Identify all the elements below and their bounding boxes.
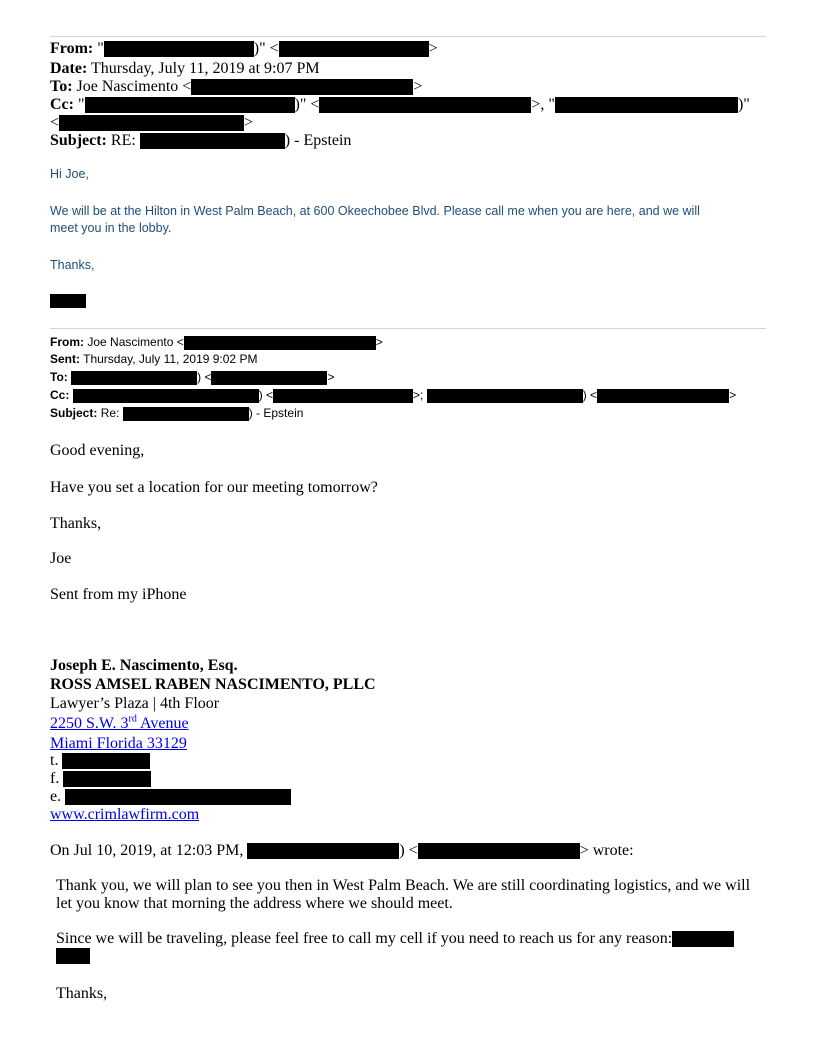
to-value: Joe Nascimento < bbox=[76, 78, 192, 95]
from-label: From: bbox=[50, 335, 84, 349]
signature-firm: ROSS AMSEL RABEN NASCIMENTO, PLLC bbox=[50, 676, 376, 693]
redacted-signature bbox=[50, 294, 86, 308]
header2-cc-line bbox=[50, 388, 736, 403]
subject-prefix: RE: bbox=[110, 132, 136, 149]
header1-subject-line bbox=[50, 132, 351, 150]
signature-city-link[interactable]: Miami Florida 33129 bbox=[50, 735, 187, 752]
reply1-greeting: Hi Joe, bbox=[50, 167, 89, 181]
quoted-line3 bbox=[56, 930, 734, 948]
cc-sep: >, " bbox=[531, 96, 555, 113]
from-quote-open: " bbox=[97, 40, 104, 57]
header1-to-line bbox=[50, 78, 422, 96]
subject-prefix: Re: bbox=[100, 406, 120, 420]
redacted-block bbox=[85, 97, 295, 113]
cc-mid1: ) < bbox=[258, 388, 274, 402]
redacted-block bbox=[73, 389, 259, 403]
redacted-block bbox=[56, 948, 90, 964]
cc-quote-open: " bbox=[77, 96, 85, 113]
header1-cc-line bbox=[50, 96, 750, 114]
signature-fax-line bbox=[50, 770, 151, 788]
address-pre: 2250 S.W. 3 bbox=[50, 715, 129, 732]
cc-label: Cc: bbox=[50, 96, 74, 113]
signature-building: Lawyer’s Plaza | 4th Floor bbox=[50, 695, 220, 712]
phone-label: t. bbox=[50, 752, 59, 769]
subject-suffix: ) - Epstein bbox=[284, 132, 352, 149]
message2-closing: Thanks, bbox=[50, 515, 102, 532]
message2-name: Joe bbox=[50, 550, 72, 567]
quote-header-mid: ) < bbox=[399, 842, 418, 859]
to-close: > bbox=[413, 78, 423, 95]
signature-name: Joseph E. Nascimento, Esq. bbox=[50, 657, 238, 674]
redacted-block bbox=[63, 771, 151, 787]
to-close: > bbox=[327, 370, 335, 384]
from-close: > bbox=[375, 335, 383, 349]
from-label: From: bbox=[50, 40, 94, 57]
header1-date-line bbox=[50, 60, 320, 78]
header1-cc-line2 bbox=[50, 114, 253, 132]
reply1-body-line2: meet you in the lobby. bbox=[50, 221, 172, 235]
message2-sent-from: Sent from my iPhone bbox=[50, 586, 187, 603]
cc2-close: > bbox=[244, 114, 254, 131]
header2-subject-line bbox=[50, 406, 303, 421]
redacted-block bbox=[273, 389, 413, 403]
sent-value: Thursday, July 11, 2019 9:02 PM bbox=[83, 352, 258, 366]
redacted-block bbox=[597, 389, 729, 403]
to-label: To: bbox=[50, 78, 73, 95]
subject-label: Subject: bbox=[50, 406, 98, 420]
cc-sep: >; bbox=[413, 388, 424, 402]
signature-email-line bbox=[50, 788, 291, 806]
from-close: > bbox=[428, 40, 438, 57]
redacted-block bbox=[279, 41, 429, 57]
reply1-closing: Thanks, bbox=[50, 258, 95, 272]
date-label: Date: bbox=[50, 60, 88, 77]
reply1-body-line1: We will be at the Hilton in West Palm Beach, at 600 Okeechobee Blvd. Please call me when you are here, and we will bbox=[50, 204, 700, 218]
message2-greeting: Good evening, bbox=[50, 442, 145, 459]
header2-from-line bbox=[50, 335, 383, 350]
redacted-block bbox=[247, 843, 399, 859]
redacted-block bbox=[71, 371, 197, 385]
redacted-block bbox=[672, 931, 734, 947]
redacted-block bbox=[62, 753, 150, 769]
cc-end: )" bbox=[737, 96, 750, 113]
signature-address-link[interactable] bbox=[50, 715, 189, 733]
redacted-block bbox=[211, 371, 327, 385]
cc-label: Cc: bbox=[50, 388, 70, 402]
redacted-block bbox=[140, 133, 285, 149]
quote-header-line bbox=[50, 842, 634, 860]
from-quote-close: )" < bbox=[253, 40, 279, 57]
quoted-closing: Thanks, bbox=[56, 985, 108, 1002]
signature-website-link[interactable]: www.crimlawfirm.com bbox=[50, 806, 200, 823]
quoted-line3-text: Since we will be traveling, please feel free to call my cell if you need to reach us for any reason: bbox=[56, 930, 673, 947]
quote-header-suffix: > wrote: bbox=[579, 842, 634, 859]
cc-close: > bbox=[729, 388, 737, 402]
fax-label: f. bbox=[50, 770, 60, 787]
redacted-block bbox=[59, 115, 244, 131]
redacted-block bbox=[191, 79, 413, 95]
quoted-line1: Thank you, we will plan to see you then in West Palm Beach. We are still coordinating logistics, and we will bbox=[56, 877, 751, 894]
header1-from-line bbox=[50, 40, 438, 58]
message2-question: Have you set a location for our meeting tomorrow? bbox=[50, 479, 378, 496]
cc-mid2: ) < bbox=[582, 388, 598, 402]
from-value: Joe Nascimento < bbox=[87, 335, 184, 349]
divider-middle bbox=[50, 328, 766, 329]
redacted-block bbox=[418, 843, 580, 859]
header2-sent-line bbox=[50, 352, 257, 366]
redacted-block bbox=[184, 336, 376, 350]
date-value: Thursday, July 11, 2019 at 9:07 PM bbox=[91, 60, 320, 77]
address-post: Avenue bbox=[136, 715, 189, 732]
address-sup: rd bbox=[128, 713, 137, 725]
redacted-block bbox=[104, 41, 254, 57]
redacted-block bbox=[555, 97, 738, 113]
to-label: To: bbox=[50, 370, 68, 384]
subject-suffix: ) - Epstein bbox=[248, 406, 304, 420]
divider-top bbox=[50, 36, 766, 37]
to-mid: ) < bbox=[197, 370, 212, 384]
header2-to-line bbox=[50, 370, 334, 385]
redacted-block bbox=[65, 789, 291, 805]
redacted-block bbox=[319, 97, 531, 113]
redacted-block bbox=[427, 389, 583, 403]
quote-header-prefix: On Jul 10, 2019, at 12:03 PM, bbox=[50, 842, 244, 859]
subject-label: Subject: bbox=[50, 132, 107, 149]
redacted-block bbox=[123, 407, 249, 421]
quoted-line2: let you know that morning the address where we should meet. bbox=[56, 895, 453, 912]
email-label: e. bbox=[50, 788, 62, 805]
signature-phone-line bbox=[50, 752, 150, 770]
sent-label: Sent: bbox=[50, 352, 80, 366]
cc2-open: < bbox=[50, 114, 60, 131]
cc-mid: )" < bbox=[294, 96, 320, 113]
